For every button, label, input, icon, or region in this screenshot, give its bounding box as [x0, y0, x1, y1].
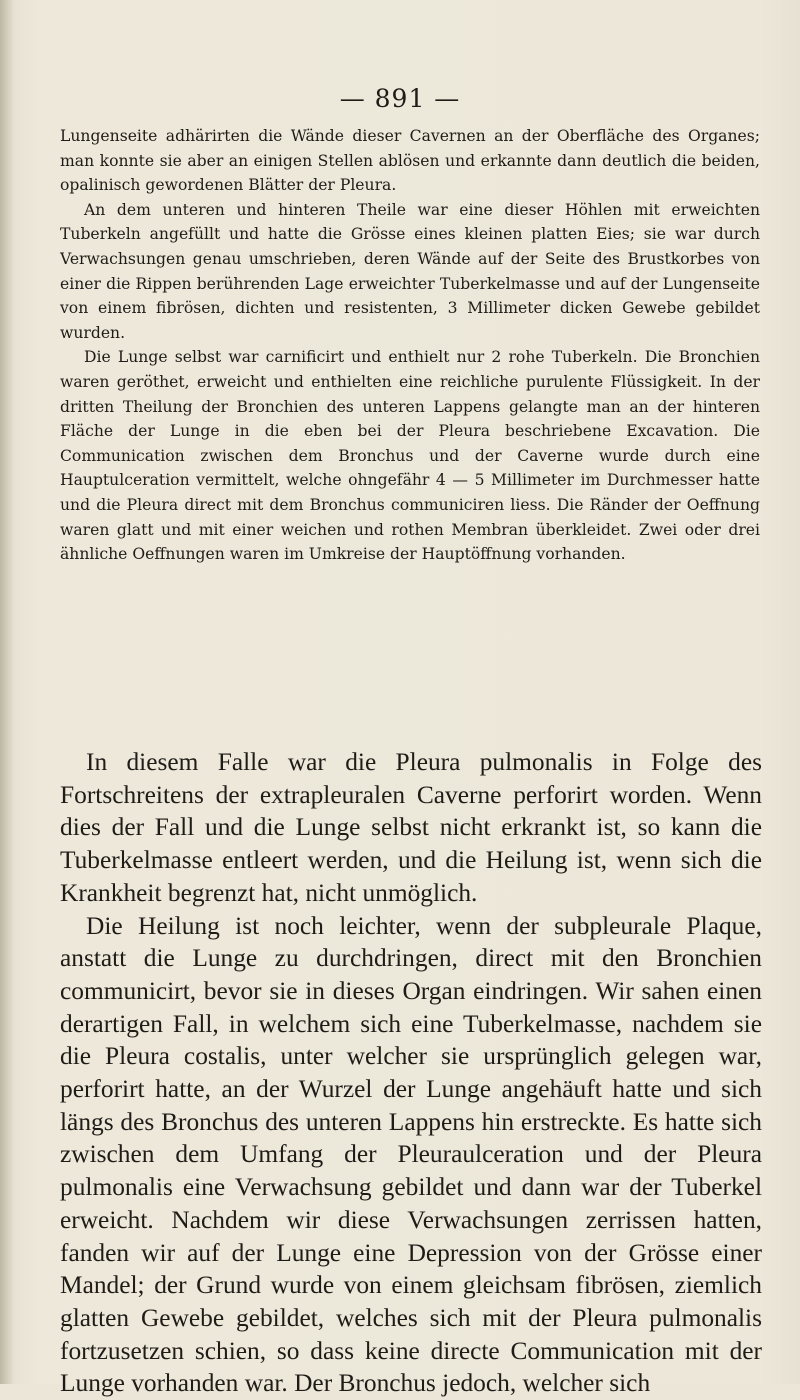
small-print-section	[60, 124, 760, 567]
main-text-section	[60, 746, 762, 1400]
page-number: — 891 —	[339, 84, 461, 113]
small-paragraph-2: An dem unteren und hinteren Theile war eine dieser Höhlen mit erweichten Tuberkeln angefüllt und hatte die Grösse eines kleinen platten Eies; sie war durch Verwachsungen genau umschrieben, deren Wände auf der Seite des Brustkorbes von einer die Rippen berührenden Lage erweichter Tuberkelmasse und auf der Lungenseite von einem fibrösen, dichten und resistenten, 3 Millimeter dicken Gewebe gebildet wurden.	[60, 200, 760, 342]
small-paragraph-3: Die Lunge selbst war carnificirt und enthielt nur 2 rohe Tuberkeln. Die Bronchien waren geröthet, erweicht und enthielten eine reichliche purulente Flüssigkeit. In der dritten Theilung der Bronchien des unteren Lappens gelangte man an der hinteren Fläche der Lunge in die eben bei der Pleura beschriebene Excavation. Die Communication zwischen dem Bronchus und der Caverne wurde durch eine Hauptulceration vermittelt, welche ohngefähr 4 — 5 Millimeter im Durchmesser hatte und die Pleura direct mit dem Bronchus communiciren liess. Die Ränder der Oeffnung waren glatt und mit einer weichen und rothen Membran überkleidet. Zwei oder drei ähnliche Oeffnungen waren im Umkreise der Hauptöffnung vorhanden.	[60, 348, 760, 564]
main-paragraph-2: Die Heilung ist noch leichter, wenn der subpleurale Plaque, anstatt die Lunge zu durchdringen, direct mit den Bronchien communicirt, bevor sie in dieses Organ eindringen. Wir sahen einen derartigen Fall, in welchem sich eine Tuberkelmasse, nachdem sie die Pleura costalis, unter welcher sie ursprünglich gelegen war, perforirt hatte, an der Wurzel der Lunge angehäuft hatte und sich längs des Bronchus des unteren Lappens hin erstreckte. Es hatte sich zwischen dem Umfang der Pleuraulceration und der Pleura pulmonalis eine Verwachsung gebildet und dann war der Tuberkel erweicht. Nachdem wir diese Verwachsungen zerrissen hatten, fanden wir auf der Lunge eine Depression von der Grösse einer Mandel; der Grund wurde von einem gleichsam fibrösen, ziemlich glatten Gewebe gebildet, welches sich mit der Pleura pulmonalis fortzusetzen schien, so dass keine directe Communication mit der Lunge vorhanden war. Der Bronchus jedoch, welcher sich	[60, 911, 762, 1398]
binding-gutter-shadow	[0, 0, 14, 1384]
small-paragraph-1: Lungenseite adhärirten die Wände dieser Cavernen an der Oberfläche des Organes; man konnte sie aber an einigen Stellen ablösen und erkannte dann deutlich die beiden, opalinisch gewordenen Blätter der Pleura.	[60, 127, 760, 195]
main-paragraph-1: In diesem Falle war die Pleura pulmonalis in Folge des Fortschreitens der extrapleuralen Caverne perforirt worden. Wenn dies der Fall und die Lunge selbst nicht erkrankt ist, so kann die Tuberkelmasse entleert werden, und die Heilung ist, wenn sich die Krankheit begrenzt hat, nicht unmöglich.	[60, 748, 762, 907]
